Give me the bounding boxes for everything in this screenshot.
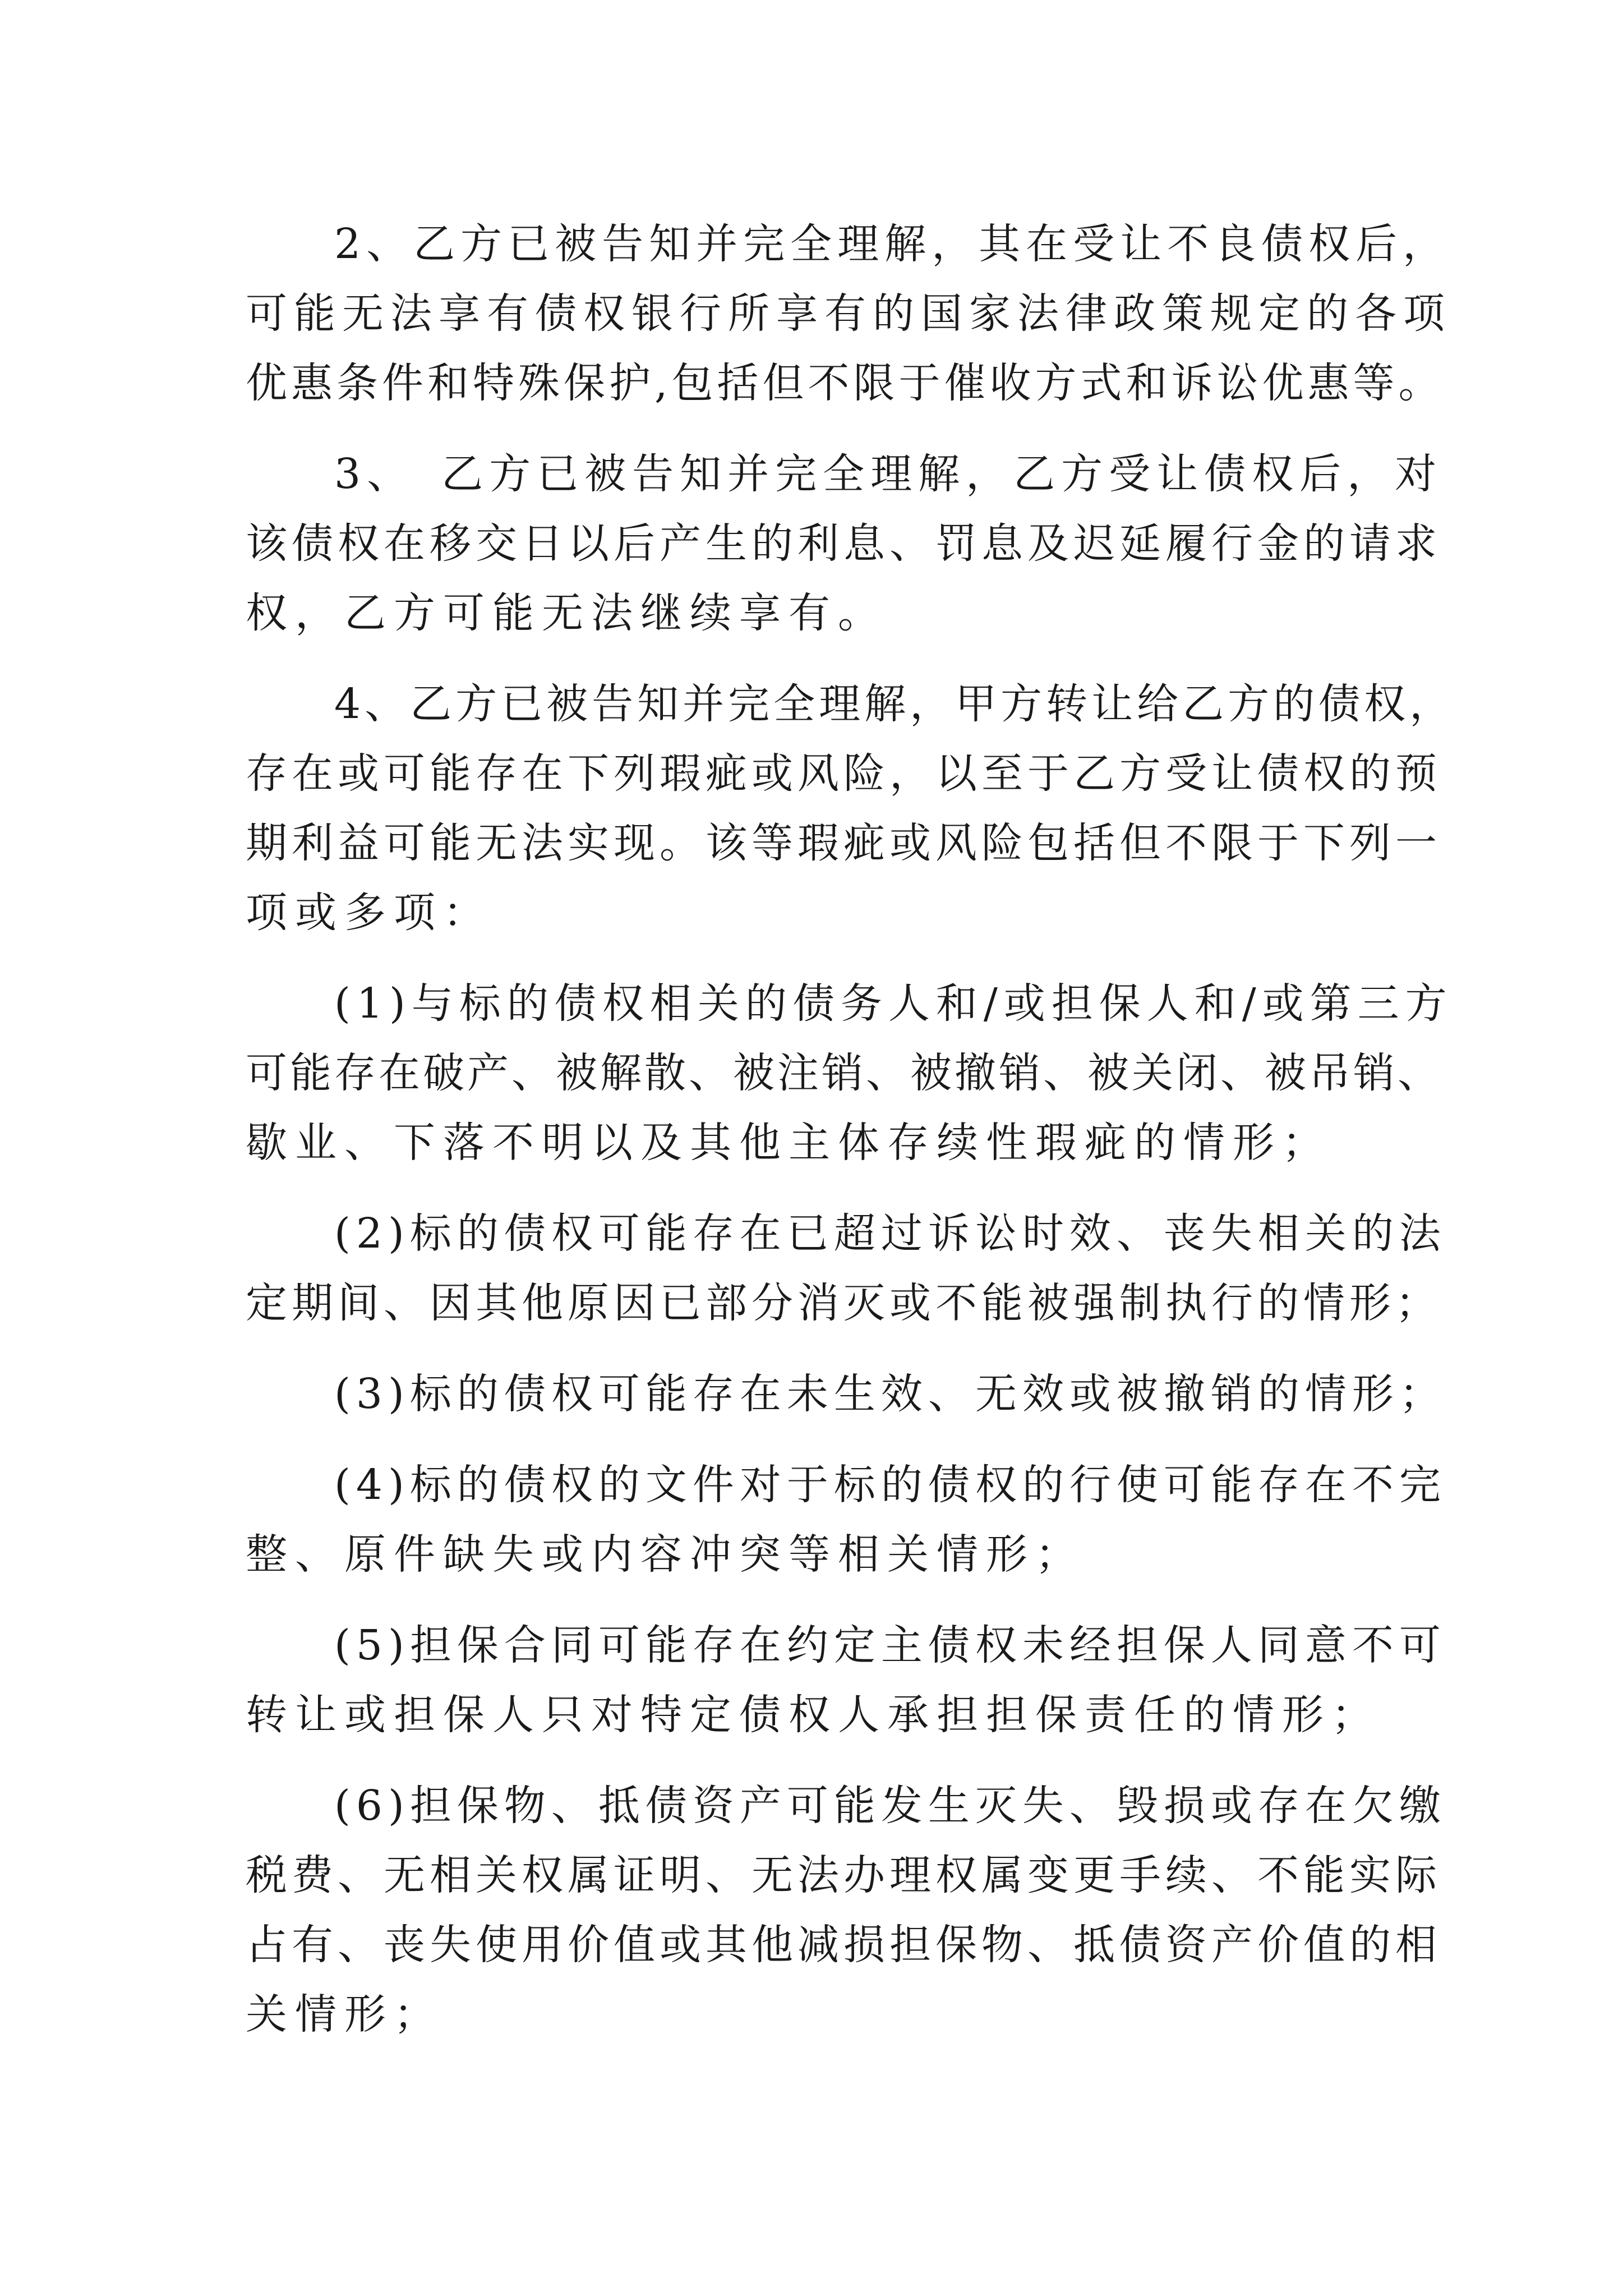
paragraph-4-line-1: 4、乙方已被告知并完全理解，甲方转让给乙方的债权， [334,680,1455,728]
item-6-line-3: 占有、丧失使用价值或其他减损担保物、抵债资产价值的相 [246,1921,1441,1969]
item-4-line-2: 整、原件缺失或内容冲突等相关情形； [246,1530,1085,1579]
paragraph-3-line-3: 权，乙方可能无法继续享有。 [246,589,887,637]
item-1-line-2: 可能存在破产、被解散、被注销、被撤销、被关闭、被吊销、 [246,1049,1442,1097]
item-2-line-1: (2)标的债权可能存在已超过诉讼时效、丧失相关的法 [334,1209,1446,1258]
item-1-line-3: 歇业、下落不明以及其他主体存续性瑕疵的情形； [246,1119,1331,1167]
item-4-line-1: (4)标的债权的文件对于标的债权的行使可能存在不完 [334,1461,1446,1509]
item-2-line-2: 定期间、因其他原因已部分消灭或不能被强制执行的情形； [246,1279,1441,1327]
item-6-line-1: (6)担保物、抵债资产可能发生灭失、毁损或存在欠缴 [334,1782,1446,1830]
item-5-line-1: (5)担保合同可能存在约定主债权未经担保人同意不可 [334,1621,1446,1669]
item-6-line-2: 税费、无相关权属证明、无法办理权属变更手续、不能实际 [246,1851,1441,1899]
paragraph-4-line-3: 期利益可能无法实现。该等瑕疵或风险包括但不限于下列一 [246,819,1441,867]
item-3-line-1: (3)标的债权可能存在未生效、无效或被撤销的情形； [334,1370,1446,1418]
paragraph-2-line-3: 优惠条件和特殊保护,包括但不限于催收方式和诉讼优惠等。 [246,359,1444,407]
item-1-line-1: (1)与标的债权相关的债务人和/或担保人和/或第三方 [334,979,1453,1028]
item-6-line-4: 关情形； [246,1990,443,2039]
paragraph-3-line-2: 该债权在移交日以后产生的利息、罚息及迟延履行金的请求 [246,519,1441,568]
paragraph-4-line-2: 存在或可能存在下列瑕疵或风险，以至于乙方受让债权的预 [246,749,1441,798]
paragraph-2-line-2: 可能无法享有债权银行所享有的国家法律政策规定的各项 [246,289,1451,338]
paragraph-3-line-1: 3、 乙方已被告知并完全理解，乙方受让债权后，对 [334,450,1443,498]
paragraph-4-line-4: 项或多项： [246,889,492,937]
paragraph-2-line-1: 2、乙方已被告知并完全理解，其在受让不良债权后， [334,220,1450,268]
item-5-line-2: 转让或担保人只对特定债权人承担担保责任的情形； [246,1691,1381,1739]
